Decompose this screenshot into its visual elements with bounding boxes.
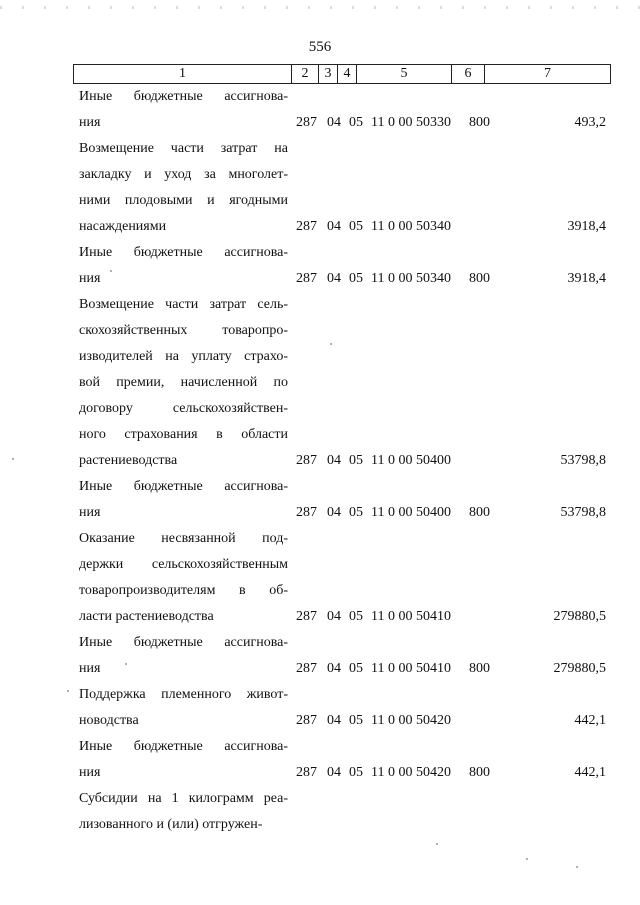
row-codes xyxy=(296,656,640,682)
code-target: 11 0 00 50420 xyxy=(371,765,451,780)
scan-speck xyxy=(67,690,69,692)
row-description xyxy=(79,240,288,292)
code-expense-type: 800 xyxy=(469,765,490,780)
description-line: Иные бюджетные ассигнова- xyxy=(79,739,288,754)
description-line: лизованного и (или) отгружен- xyxy=(79,817,263,832)
table-row xyxy=(0,786,640,838)
amount: 3918,4 xyxy=(567,271,606,286)
description-line: ного страхования в области xyxy=(79,427,288,442)
row-description xyxy=(79,84,288,136)
header-col-6: 6 xyxy=(452,65,485,83)
row-codes xyxy=(296,266,640,292)
header-col-4: 4 xyxy=(338,65,357,83)
code-section: 04 xyxy=(327,115,341,130)
row-description xyxy=(79,526,288,630)
scan-speck xyxy=(576,866,578,868)
code-section: 04 xyxy=(327,713,341,728)
amount: 279880,5 xyxy=(553,661,606,676)
code-subsection: 05 xyxy=(349,453,363,468)
code-gov: 287 xyxy=(296,115,317,130)
code-target: 11 0 00 50400 xyxy=(371,505,451,520)
table-row xyxy=(0,474,640,526)
header-col-5: 5 xyxy=(357,65,452,83)
description-line: Иные бюджетные ассигнова- xyxy=(79,245,288,260)
description-line: закладку и уход за многолет- xyxy=(79,167,288,182)
scan-speck xyxy=(125,663,127,665)
description-line: ними плодовыми и ягодными xyxy=(79,193,288,208)
code-gov: 287 xyxy=(296,505,317,520)
scan-speck xyxy=(436,843,438,845)
description-line: вой премии, начисленной по xyxy=(79,375,288,390)
scan-speck xyxy=(110,270,112,272)
scan-noise-top xyxy=(0,6,640,9)
description-line: насаждениями xyxy=(79,219,167,234)
description-line: Иные бюджетные ассигнова- xyxy=(79,479,288,494)
code-target: 11 0 00 50410 xyxy=(371,609,451,624)
table-row xyxy=(0,136,640,240)
table-row xyxy=(0,682,640,734)
table-row xyxy=(0,292,640,474)
table-row xyxy=(0,84,640,136)
description-line: Субсидии на 1 килограмм реа- xyxy=(79,791,288,806)
amount: 493,2 xyxy=(574,115,606,130)
code-subsection: 05 xyxy=(349,115,363,130)
amount: 53798,8 xyxy=(560,505,606,520)
amount: 3918,4 xyxy=(567,219,606,234)
row-codes xyxy=(296,604,640,630)
table-row xyxy=(0,630,640,682)
header-col-7: 7 xyxy=(544,66,551,81)
row-description xyxy=(79,682,288,734)
code-subsection: 05 xyxy=(349,609,363,624)
code-gov: 287 xyxy=(296,219,317,234)
code-section: 04 xyxy=(327,609,341,624)
description-line: Поддержка племенного живот- xyxy=(79,687,288,702)
scan-speck xyxy=(526,858,528,860)
header-col-2: 2 xyxy=(292,65,319,83)
code-target: 11 0 00 50410 xyxy=(371,661,451,676)
description-line: Возмещение части затрат на xyxy=(79,141,288,156)
code-gov: 287 xyxy=(296,271,317,286)
row-description xyxy=(79,734,288,786)
code-gov: 287 xyxy=(296,661,317,676)
code-target: 11 0 00 50400 xyxy=(371,453,451,468)
description-line: скохозяйственных товаропро- xyxy=(79,323,288,338)
row-description xyxy=(79,292,288,474)
code-gov: 287 xyxy=(296,765,317,780)
table-row xyxy=(0,240,640,292)
header-col-1: 1 xyxy=(74,65,292,83)
code-gov: 287 xyxy=(296,609,317,624)
description-line: договору сельскохозяйствен- xyxy=(79,401,288,416)
amount: 53798,8 xyxy=(560,453,606,468)
table-header xyxy=(73,64,611,84)
description-line: изводителей на уплату страхо- xyxy=(79,349,288,364)
code-section: 04 xyxy=(327,661,341,676)
row-codes xyxy=(296,760,640,786)
description-line: Оказание несвязанной под- xyxy=(79,531,288,546)
description-line: ния xyxy=(79,661,101,676)
code-section: 04 xyxy=(327,765,341,780)
row-codes xyxy=(296,214,640,240)
description-line: ния xyxy=(79,505,101,520)
row-description xyxy=(79,474,288,526)
description-line: ния xyxy=(79,271,101,286)
code-subsection: 05 xyxy=(349,765,363,780)
code-subsection: 05 xyxy=(349,219,363,234)
row-codes xyxy=(296,812,640,838)
description-line: ласти растениеводства xyxy=(79,609,214,624)
code-gov: 287 xyxy=(296,713,317,728)
table-row xyxy=(0,526,640,630)
description-line: ния xyxy=(79,765,101,780)
page-number: 556 xyxy=(308,39,332,55)
amount: 442,1 xyxy=(574,713,606,728)
code-target: 11 0 00 50330 xyxy=(371,115,451,130)
description-line: Иные бюджетные ассигнова- xyxy=(79,635,288,650)
table-row xyxy=(0,734,640,786)
description-line: новодства xyxy=(79,713,139,728)
code-gov: 287 xyxy=(296,453,317,468)
row-codes xyxy=(296,708,640,734)
description-line: ния xyxy=(79,115,101,130)
header-col-3: 3 xyxy=(319,65,338,83)
code-target: 11 0 00 50420 xyxy=(371,713,451,728)
amount: 442,1 xyxy=(574,765,606,780)
description-line: Иные бюджетные ассигнова- xyxy=(79,89,288,104)
description-line: Возмещение части затрат сель- xyxy=(79,297,288,312)
table-body xyxy=(0,84,640,838)
description-line: держки сельскохозяйственным xyxy=(79,557,288,572)
row-codes xyxy=(296,110,640,136)
row-codes xyxy=(296,500,640,526)
code-expense-type: 800 xyxy=(469,271,490,286)
code-section: 04 xyxy=(327,219,341,234)
row-description xyxy=(79,136,288,240)
code-expense-type: 800 xyxy=(469,115,490,130)
row-codes xyxy=(296,448,640,474)
code-section: 04 xyxy=(327,271,341,286)
row-description xyxy=(79,630,288,682)
code-subsection: 05 xyxy=(349,661,363,676)
code-subsection: 05 xyxy=(349,713,363,728)
code-subsection: 05 xyxy=(349,271,363,286)
description-line: товаропроизводителям в об- xyxy=(79,583,288,598)
code-expense-type: 800 xyxy=(469,661,490,676)
code-target: 11 0 00 50340 xyxy=(371,219,451,234)
code-target: 11 0 00 50340 xyxy=(371,271,451,286)
description-line: растениеводства xyxy=(79,453,178,468)
amount: 279880,5 xyxy=(553,609,606,624)
code-expense-type: 800 xyxy=(469,505,490,520)
code-subsection: 05 xyxy=(349,505,363,520)
scan-speck xyxy=(330,343,332,345)
code-section: 04 xyxy=(327,505,341,520)
code-section: 04 xyxy=(327,453,341,468)
scan-speck xyxy=(12,458,14,460)
row-description xyxy=(79,786,288,838)
